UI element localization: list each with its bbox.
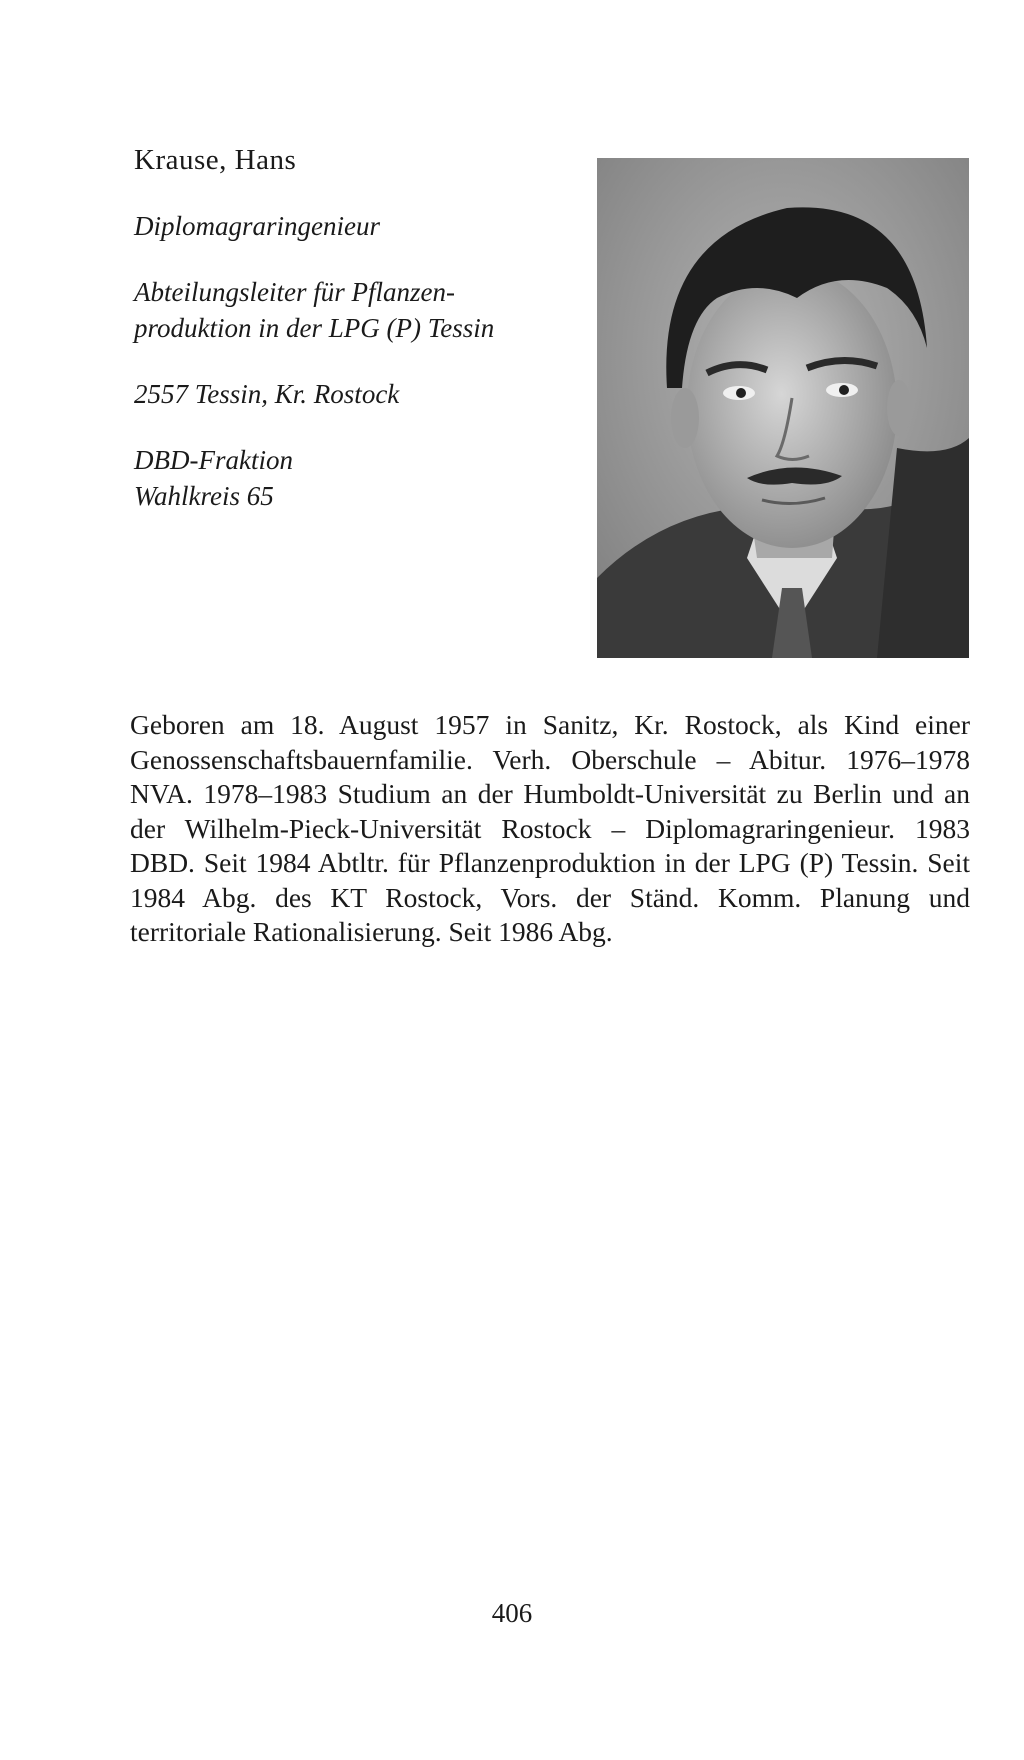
person-name: Krause, Hans [134, 144, 297, 176]
fraction: DBD-Fraktion [134, 445, 293, 475]
position-line-2: produktion in der LPG (P) Tessin [134, 313, 495, 343]
address: 2557 Tessin, Kr. Rostock [134, 379, 400, 409]
profession: Diplomagraringenieur [134, 211, 380, 241]
page-number: 406 [491, 1598, 533, 1628]
fraction-info [134, 442, 574, 514]
entry-header [134, 140, 574, 514]
position-line-1: Abteilungsleiter für Pflanzen- [134, 277, 455, 307]
position [134, 274, 574, 346]
biography-text: Geboren am 18. August 1957 in Sanitz, Kr. Rostock, als Kind einer Genossenschaftsbauernfamilie. Verh. Oberschule – Abitur. 1976–1978 NVA. 1978–1983 Studium an der Humboldt-Universität zu Berlin und an der Wilhelm-Pieck-Universität Rostock – Diplomagraringenieur. 1983 DBD. Seit 1984 Abtltr. für Pflanzenproduktion in der LPG (P) Tessin. Seit 1984 Abg. des KT Rostock, Vors. der Ständ. Komm. Planung und territoriale Rationalisierung. Seit 1986 Abg. [130, 709, 970, 947]
constituency: Wahlkreis 65 [134, 481, 274, 511]
portrait-illustration [597, 158, 969, 658]
portrait-photo [597, 158, 969, 658]
